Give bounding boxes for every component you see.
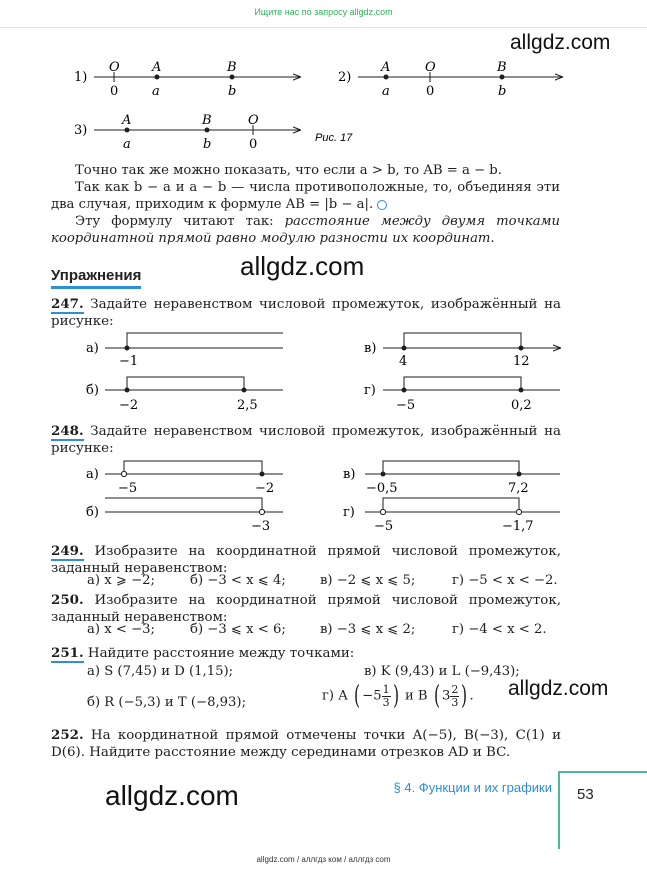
option-a: а) S (7,45) и D (1,15); [87,664,234,679]
watermark: allgdz.com [508,677,609,700]
exercise-250 [51,592,561,626]
closed-point [125,388,130,393]
exercise-252 [51,727,561,761]
value-b: b [228,84,237,99]
open-point [259,509,264,514]
paren-close: ) [461,681,468,711]
denominator: 3 [382,695,390,709]
value-0: 0 [249,137,258,152]
fraction [450,684,459,709]
paren-open: ( [354,681,361,711]
value-a: a [152,84,160,99]
label-a: A [152,60,162,75]
item-label: б) [86,383,99,398]
watermark: allgdz.com [240,251,365,281]
closed-point [517,472,522,477]
interval-bracket [383,461,519,474]
open-point [380,509,385,514]
value-b: b [498,84,507,99]
label-o: O [425,60,436,75]
exercise-text: Задайте неравенством числовой промежуток, изображённый на рисунке: [51,424,561,456]
item-label: а) [86,467,99,482]
closed-point [519,346,524,351]
interval-bracket [404,377,521,390]
line1-label: 1) [74,70,88,85]
tick-label: −1,7 [502,519,534,534]
paren-open: ( [433,681,440,711]
exercise-number: 249. [51,543,84,559]
item-label: а) [86,341,99,356]
mixed-whole: −5 [362,688,382,704]
option-a: а) x < −3; [87,622,155,637]
item-label: б) [86,505,99,520]
tick-label: −2 [255,481,275,496]
exercise-247-figures [0,325,647,420]
exercise-text: На координатной прямой отмечены точки A(−5), B(−3), C(1) и D(6). Найдите расстояние между серединами отрезков AD и BC. [51,728,561,760]
tick-label: 2,5 [237,398,258,413]
option-g-label: г) A [322,688,348,704]
tick-label: −0,5 [366,481,398,496]
figure-caption: Рис. 17 [315,132,353,144]
section-footer: § 4. Функции и их графики [393,780,552,795]
value-b: b [203,137,212,152]
page-number: 53 [577,786,594,803]
option-g: г) −4 < x < 2. [452,622,547,637]
line2-label: 2) [338,70,352,85]
paragraph-2 [51,179,560,213]
label-a: A [122,113,132,128]
option-g: г) −5 < x < −2. [452,573,558,588]
option-g-and: и B [404,688,428,704]
closed-point [242,388,247,393]
tick-label: −1 [119,354,139,369]
label-o: O [248,113,259,128]
tick-label: −5 [374,519,394,534]
tick-label: 4 [399,354,408,369]
numerator: 2 [451,682,459,696]
point-a [125,128,130,133]
paragraph-2-text: Так как b − a и a − b — числа противоположные, то, объединяя эти два случая, приходим к формуле AB = |b − a|. [51,180,560,212]
paren-close: ) [392,681,399,711]
interval-bracket [404,333,521,348]
paragraph-3 [51,213,560,247]
point-b [230,75,235,80]
tick-label: 0,2 [511,398,532,413]
exercise-251 [51,645,561,663]
interval-bracket [105,498,262,512]
mixed-whole: 3 [442,688,451,704]
denominator: 3 [451,695,459,709]
tick-label: −3 [251,519,271,534]
label-b: B [497,60,507,75]
interval-bracket [127,377,244,390]
paragraph-3-rule: расстояние между двумя точками координатной прямой равно модулю разности их координат. [51,214,560,246]
item-label: г) [364,383,376,398]
tick-label: −2 [119,398,139,413]
paragraph-3-prefix: Эту формулу читают так: [75,214,285,229]
option-b: б) −3 < x ⩽ 4; [190,573,286,588]
figure-17 [0,55,647,155]
closed-point [402,346,407,351]
item-label: в) [343,467,356,482]
tick-label: 7,2 [508,481,529,496]
numerator: 1 [382,682,390,696]
tick-label: −5 [118,481,138,496]
top-divider [0,27,647,28]
option-v: в) K (9,43) и L (−9,43); [364,664,520,679]
item-label: в) [364,341,377,356]
label-b: B [227,60,237,75]
page-number-box [558,771,647,849]
label-a: A [381,60,391,75]
point-a [384,75,389,80]
point-a [155,75,160,80]
item-label: г) [343,505,355,520]
paragraph-1: Точно так же можно показать, что если a > b, то AB = a − b. [75,163,502,178]
point-b [205,128,210,133]
option-g-end: . [469,688,474,704]
option-b: б) R (−5,3) и T (−8,93); [87,695,247,710]
open-point [516,509,521,514]
option-b: б) −3 ⩽ x < 6; [190,622,286,637]
interval-bracket [383,498,519,512]
exercise-text: Изобразите на координатной прямой числовой промежуток, заданный неравенством: [51,544,561,576]
tick-label: 12 [513,354,530,369]
exercise-number: 252. [51,727,84,743]
option-v: в) −3 ⩽ x ⩽ 2; [320,622,416,637]
exercise-text: Найдите расстояние между точками: [87,646,355,661]
closed-point [381,472,386,477]
value-0: 0 [426,84,435,99]
line3-label: 3) [74,123,88,138]
option-a: а) x ⩾ −2; [87,573,155,588]
exercise-text: Задайте неравенством числовой промежуток, изображённый на рисунке: [51,297,561,329]
closed-point [519,388,524,393]
end-marker-icon [377,200,387,210]
section-title: Упражнения [51,267,141,289]
value-a: a [123,137,131,152]
tick-label: −5 [396,398,416,413]
fraction [382,684,391,709]
label-o: O [109,60,120,75]
exercise-number: 251. [51,645,84,661]
open-point [121,471,126,476]
exercise-number: 248. [51,423,84,439]
exercise-number: 250. [51,592,84,608]
exercise-text: Изобразите на координатной прямой числовой промежуток, заданный неравенством: [51,593,561,625]
option-g [322,683,474,709]
interval-bracket [127,333,283,348]
exercise-248-figures [0,452,647,542]
value-a: a [382,84,390,99]
closed-point [260,472,265,477]
watermark: allgdz.com [105,780,239,811]
value-0: 0 [110,84,119,99]
exercise-249 [51,543,561,577]
bottom-links[interactable]: allgdz.com / аллгдз ком / аллгдз com [256,855,391,864]
closed-point [402,388,407,393]
label-b: B [202,113,212,128]
interval-bracket [124,461,262,474]
watermark: allgdz.com [510,31,611,54]
closed-point [125,346,130,351]
option-v: в) −2 ⩽ x ⩽ 5; [320,573,416,588]
point-b [500,75,505,80]
top-banner[interactable]: Ищите нас по запросу allgdz.com [254,7,393,17]
exercise-number: 247. [51,296,84,312]
